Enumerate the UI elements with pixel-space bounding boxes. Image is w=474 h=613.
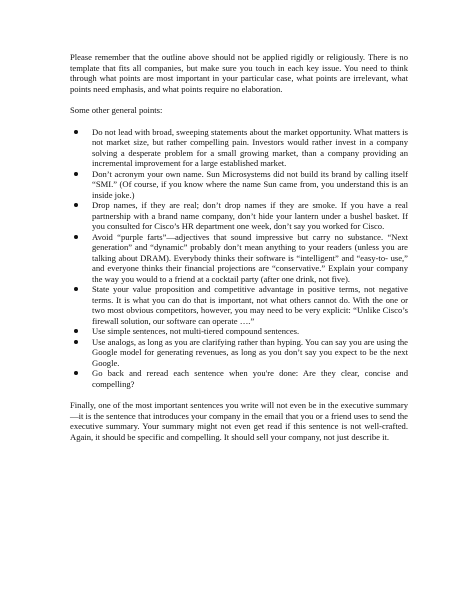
bullet-icon: [74, 340, 78, 344]
list-item-text: Go back and reread each sentence when you're done: Are they clear, concise and compelling?: [92, 368, 408, 389]
list-item: [70, 169, 408, 201]
list-item-text: Avoid “purple farts”—adjectives that sound impressive but carry no substance. “Next generation” and “dynamic” probably don’t mean anything to your readers (unless you are talking about DRAM). Everybody thinks their software is “intelligent” and “easy-to- use,” and everyone thinks their financial projections are “conservative.” Explain your company the way you would to a friend at a cocktail party (after one drink, not five).: [92, 231, 408, 284]
closing-paragraph: Finally, one of the most important sentences you write will not even be in the executive summary—it is the sentence that introduces your company in the email that you or a friend uses to send the executive summary. Your summary might not even get read if this sentence is not well-crafted. Again, it should be specific and compelling. It should sell your company, not just describe it.: [70, 400, 408, 442]
bullet-icon: [74, 329, 78, 333]
bullet-icon: [74, 172, 78, 176]
list-item-text: Use analogs, as long as you are clarifying rather than hyping. You can say you are using the Google model for generating revenues, as long as you don’t say you expect to be the next Google.: [92, 336, 408, 368]
points-heading: Some other general points:: [70, 105, 163, 115]
spacer: [70, 94, 408, 105]
list-item: [70, 284, 408, 326]
general-points-list: [70, 127, 408, 390]
list-item: [70, 200, 408, 232]
spacer: [70, 389, 408, 400]
document-page: [70, 52, 408, 442]
list-item: [70, 337, 408, 369]
list-item-text: Use simple sentences, not multi-tiered compound sentences.: [92, 326, 300, 336]
list-item: [70, 326, 408, 337]
bullet-icon: [74, 203, 78, 207]
list-item-text: Drop names, if they are real; don’t drop names if they are smoke. If you have a real partnership with a brand name company, don’t hide your lantern under a bushel basket. If you consulted for Cisco’s HR department one week, don’t say you worked for Cisco.: [92, 200, 408, 231]
list-item: [70, 368, 408, 389]
list-item: [70, 232, 408, 285]
list-item: [70, 127, 408, 169]
list-item-text: Don’t acronym your own name. Sun Microsystems did not build its brand by calling itself “SMI.” (Of course, if you know where the name Sun came from, you understand this is an inside joke.): [92, 168, 408, 200]
bullet-icon: [74, 235, 78, 239]
bullet-icon: [74, 371, 78, 375]
spacer: [70, 116, 408, 127]
intro-paragraph: Please remember that the outline above should not be applied rigidly or religiously. There is no template that fits all companies, but make sure you touch in each key issue. You need to think through what points are most important in your particular case, what points are irrelevant, what points need emphasis, and what points require no elaboration.: [70, 52, 408, 94]
bullet-icon: [74, 287, 78, 291]
list-item-text: Do not lead with broad, sweeping statements about the market opportunity. What matters is not market size, but rather compelling pain. Investors would rather invest in a company solving a desperate problem for a small growing market, than a company providing an incremental improvement for a large established market.: [92, 126, 408, 168]
bullet-icon: [74, 130, 78, 134]
list-item-text: State your value proposition and competitive advantage in positive terms, not negative terms. It is what you can do that is important, not what others cannot do. With the one or two most obvious competitors, however, you may need to be very explicit: “Unlike Cisco’s firewall solution, our software can operate ….”: [92, 284, 408, 326]
